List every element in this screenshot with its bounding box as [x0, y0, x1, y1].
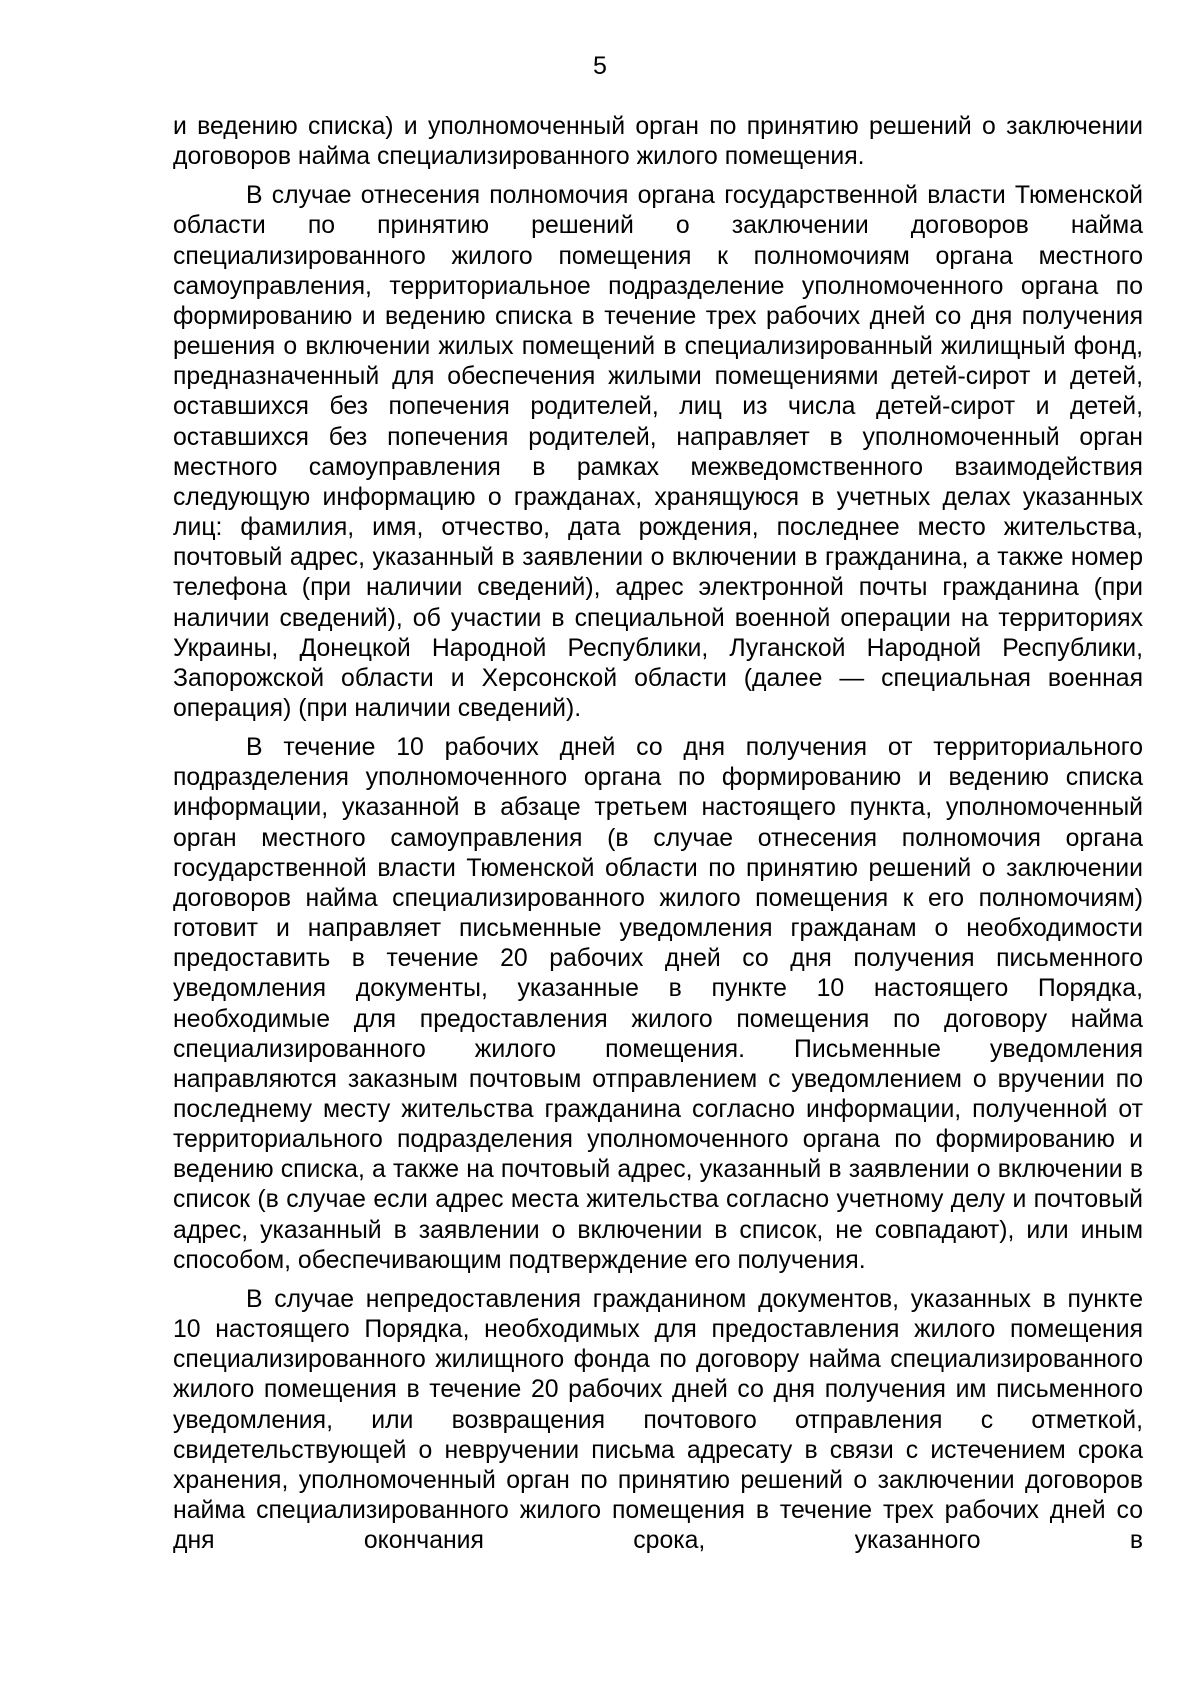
- paragraph-information-transfer: В случае отнесения полномочия органа государственной власти Тюменской области по принятию решений о заключении договоров найма специализированного жилого помещения к полномочиям органа местного самоуправления, территориальное подразделение уполномоченного органа по формированию и ведению списка в течение трех рабочих дней со дня получения решения о включении жилых помещений в специализированный жилищный фонд, предназначенный для обеспечения жилыми помещениями детей-сирот и детей, оставшихся без попечения родителей, лиц из числа детей-сирот и детей, оставшихся без попечения родителей, направляет в уполномоченный орган местного самоуправления в рамках межведомственного взаимодействия следующую информацию о гражданах, хранящуюся в учетных делах указанных лиц: фамилия, имя, отчество, дата рождения, последнее место жительства, почтовый адрес, указанный в заявлении о включении в гражданина, а также номер телефона (при наличии сведений), адрес электронной почты гражданина (при наличии сведений), об участии в специальной военной операции на территориях Украины, Донецкой Народной Республики, Луганской Народной Республики, Запорожской области и Херсонской области (далее — специальная военная операция) (при наличии сведений).: [173, 182, 1143, 722]
- paragraph-notification: В течение 10 рабочих дней со дня получения от территориального подразделения уполномоченного органа по формированию и ведению списка информации, указанной в абзаце третьем настоящего пункта, уполномоченный орган местного самоуправления (в случае отнесения полномочия органа государственной власти Тюменской области по принятию решений о заключении договоров найма специализированного жилого помещения к его полномочиям) готовит и направляет письменные уведомления гражданам о необходимости предоставить в течение 20 рабочих дней со дня получения письменного уведомления документы, указанные в пункте 10 настоящего Порядка, необходимые для предоставления жилого помещения по договору найма специализированного жилого помещения. Письменные уведомления направляются заказным почтовым отправлением с уведомлением о вручении по последнему месту жительства гражданина согласно информации, полученной от территориального подразделения уполномоченного органа по формированию и ведению списка, а также на почтовый адрес, указанный в заявлении о включении в список (в случае если адрес места жительства согласно учетному делу и почтовый адрес, указанный в заявлении о включении в список, не совпадают), или иным способом, обеспечивающим подтверждение его получения.: [173, 734, 1143, 1274]
- paragraph-non-submission: В случае непредоставления гражданином документов, указанных в пункте 10 настоящего Порядка, необходимых для предоставления жилого помещения специализированного жилищного фонда по договору найма специализированного жилого помещения в течение 20 рабочих дней со дня получения им письменного уведомления, или возвращения почтового отправления с отметкой, свидетельствующей о невручении письма адресату в связи с истечением срока хранения, уполномоченный орган по принятию решений о заключении договоров найма специализированного жилого помещения в течение трех рабочих дней со дня окончания срока, указанного в: [173, 1285, 1143, 1555]
- document-body: [173, 112, 1143, 1565]
- page-number: 5: [593, 52, 607, 80]
- paragraph-continuation: и ведению списка) и уполномоченный орган по принятию решений о заключении договоров найма специализированного жилого помещения.: [173, 113, 1143, 171]
